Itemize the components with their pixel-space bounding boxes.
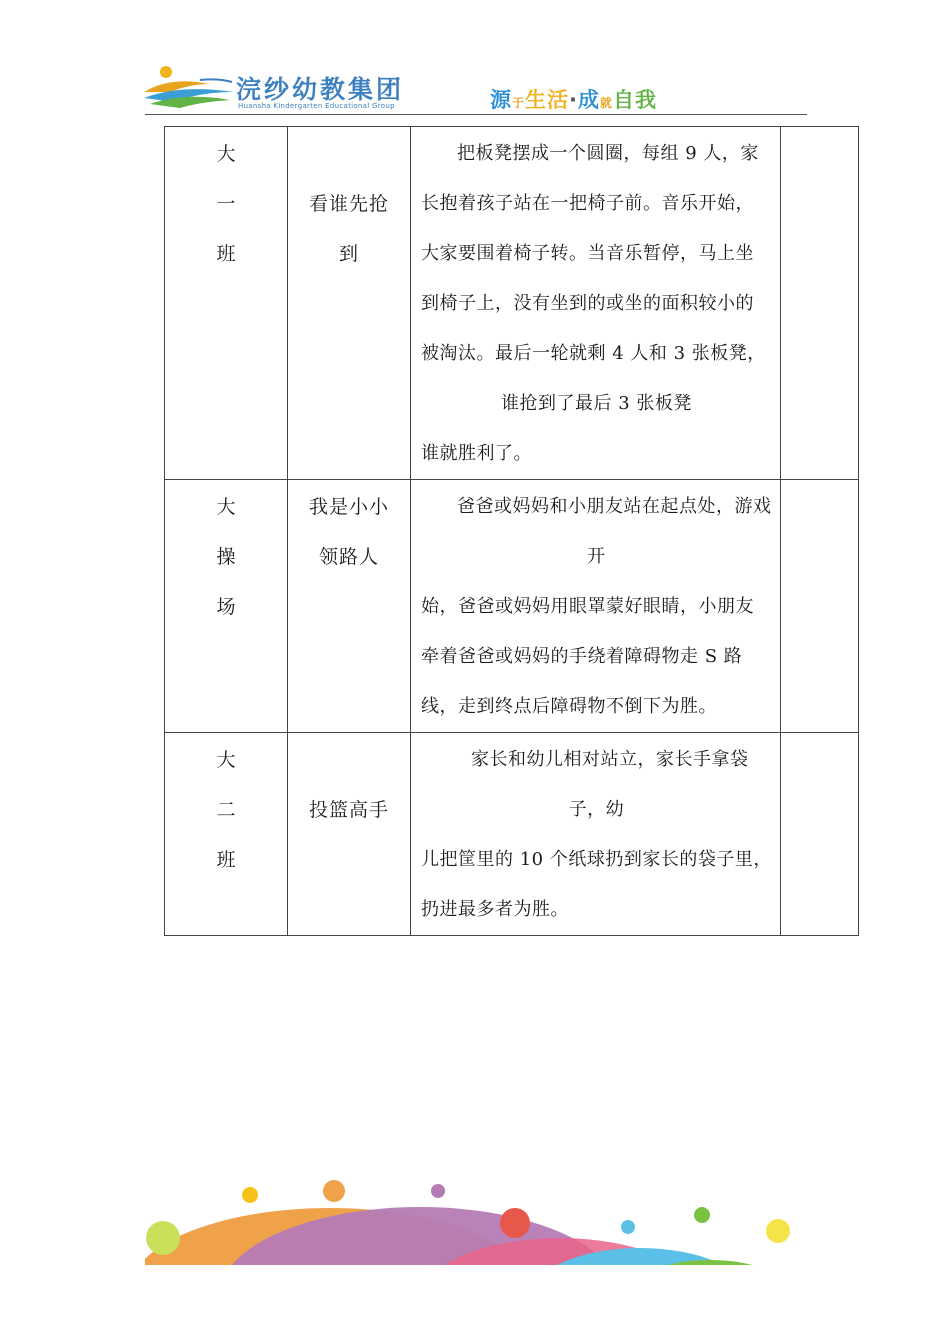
brand-name: 浣纱幼教集团: [236, 75, 405, 104]
location-cell: 大 二 班: [165, 733, 288, 936]
table-row: [165, 733, 859, 936]
game-name-cell: 看谁先抢 到: [288, 127, 411, 480]
description-cell: 爸爸或妈妈和小朋友站在起点处，游戏 开 始，爸爸或妈妈用眼罩蒙好眼睛，小朋友 牵着爸爸或妈妈的手绕着障碍物走 S 路 线，走到终点后障碍物不倒下为胜。: [411, 480, 781, 733]
table-row: [165, 480, 859, 733]
footer-decoration: [0, 1170, 950, 1280]
description-cell: 把板凳摆成一个圆圈，每组 9 人，家 长抱着孩子站在一把椅子前。音乐开始， 大家要围着椅子转。当音乐暂停，马上坐 到椅子上，没有坐到的或坐的面积较小的 被淘汰。最后一轮就剩 4 人和 3 张板凳， 谁抢到了最后 3 张板凳 谁就胜利了。: [411, 127, 781, 480]
colorful-arcs-decoration: [0, 1170, 950, 1280]
description-cell: 家长和幼儿相对站立，家长手拿袋 子，幼 儿把筐里的 10 个纸球扔到家长的袋子里， 扔进最多者为胜。: [411, 733, 781, 936]
location-cell: 大 操 场: [165, 480, 288, 733]
activity-table: [164, 126, 859, 936]
location-cell: 大 一 班: [165, 127, 288, 480]
note-cell: [780, 733, 858, 936]
note-cell: [780, 480, 858, 733]
logo-icon: [140, 62, 236, 112]
page-header: [0, 0, 950, 120]
table-row: [165, 127, 859, 480]
game-name-cell: 投篮高手: [288, 733, 411, 936]
note-cell: [780, 127, 858, 480]
header-divider: [145, 114, 807, 115]
game-name-cell: 我是小小 领路人: [288, 480, 411, 733]
brand-name-english: Huansha Kindergarten Educational Group: [238, 102, 395, 110]
slogan: 源于生活·成就自我: [490, 88, 658, 112]
